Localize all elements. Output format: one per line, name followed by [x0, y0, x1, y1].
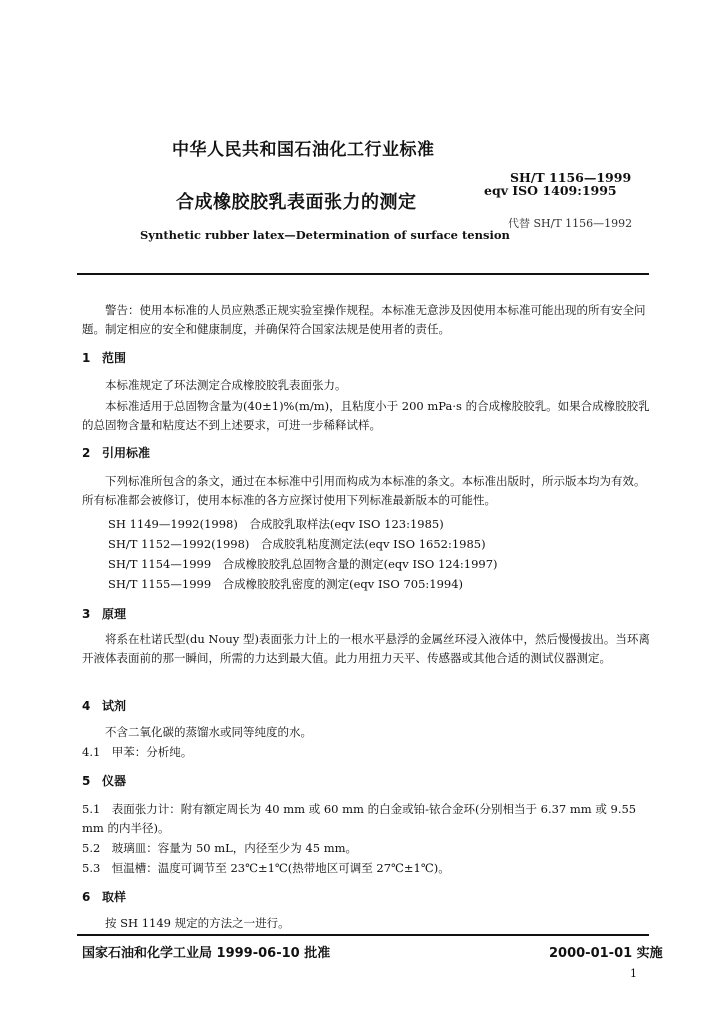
section-3-heading — [82, 605, 126, 622]
section-2-heading — [82, 444, 150, 461]
section-1-heading — [82, 349, 126, 366]
section-title: 试剂 — [102, 699, 127, 713]
bottom-divider — [77, 934, 649, 936]
approval-date: 国家石油和化学工业局 1999-06-10 批准 — [82, 946, 331, 961]
english-title: Synthetic rubber latex—Determination of surface tension — [140, 228, 510, 242]
section-5-heading — [82, 772, 126, 789]
apparatus-item-5-1: 5.1 表面张力计：附有额定周长为 40 mm 或 60 mm 的白金或铂-铱合金环(分别相当于 6.37 mm 或 9.55 mm 的内半径)。 — [82, 802, 637, 835]
section-6-heading — [82, 888, 126, 905]
apparatus-item-5-3: 5.3 恒温槽：温度可调节至 23℃±1℃(热带地区可调至 27℃±1℃)。 — [82, 861, 450, 875]
standard-code: SH/T 1156—1999 — [510, 170, 632, 185]
principle-paragraph: 将系在杜诺氏型(du Nouy 型)表面张力计上的一根水平悬浮的金属丝环浸入液体中，然后慢慢拔出。当环离开液体表面前的那一瞬间，所需的力达到最大值。此力用扭力天平、传感器或其他合适的测试仪器测定。 — [82, 632, 650, 665]
replaces-note: 代替 SH/T 1156—1992 — [508, 217, 633, 230]
document-title: 合成橡胶胶乳表面张力的测定 — [176, 192, 417, 213]
scope-paragraph-2: 本标准适用于总固物含量为(40±1)%(m/m)，且粘度小于 200 mPa·s 的合成橡胶胶乳。如果合成橡胶胶乳的总固物含量和粘度达不到上述要求，可进一步稀释试样。 — [82, 399, 650, 432]
section-title: 引用标准 — [102, 446, 151, 460]
references-intro: 下列标准所包含的条文，通过在本标准中引用而构成为本标准的条文。本标准出版时，所示版本均为有效。所有标准都会被修订，使用本标准的各方应探讨使用下列标准最新版本的可能性。 — [82, 474, 646, 507]
section-number: 6 — [82, 890, 91, 904]
warning-paragraph: 警告：使用本标准的人员应熟悉正规实验室操作规程。本标准无意涉及因使用本标准可能出现的所有安全问题。制定相应的安全和健康制度，并确保符合国家法规是使用者的责任。 — [82, 303, 646, 336]
effective-date: 2000-01-01 实施 — [549, 946, 663, 961]
sampling-paragraph: 按 SH 1149 规定的方法之一进行。 — [105, 916, 290, 930]
section-title: 取样 — [102, 890, 127, 904]
section-title: 仪器 — [102, 774, 127, 788]
reagents-paragraph: 不含二氧化碳的蒸馏水或同等纯度的水。 — [105, 725, 312, 739]
reference-item: SH/T 1152—1992(1998) 合成胶乳粘度测定法(eqv ISO 1652:1985) — [108, 537, 486, 551]
scope-paragraph-1: 本标准规定了环法测定合成橡胶胶乳表面张力。 — [105, 378, 347, 392]
section-number: 5 — [82, 774, 91, 788]
top-divider — [77, 273, 649, 275]
page-number: 1 — [630, 967, 637, 980]
equivalent-standard: eqv ISO 1409:1995 — [484, 183, 617, 198]
section-title: 原理 — [102, 607, 127, 621]
reagent-item-4-1: 4.1 甲苯：分析纯。 — [82, 745, 193, 759]
industry-standard-title: 中华人民共和国石油化工行业标准 — [172, 140, 435, 160]
section-number: 4 — [82, 699, 91, 713]
apparatus-item-5-2: 5.2 玻璃皿：容量为 50 mL，内径至少为 45 mm。 — [82, 841, 358, 855]
reference-item: SH/T 1154—1999 合成橡胶胶乳总固物含量的测定(eqv ISO 124:1997) — [108, 557, 498, 571]
section-number: 2 — [82, 446, 91, 460]
reference-item: SH/T 1155—1999 合成橡胶胶乳密度的测定(eqv ISO 705:1994) — [108, 577, 464, 591]
reference-item: SH 1149—1992(1998) 合成胶乳取样法(eqv ISO 123:1985) — [108, 517, 444, 531]
section-number: 1 — [82, 351, 91, 365]
section-4-heading — [82, 697, 126, 714]
section-number: 3 — [82, 607, 91, 621]
section-title: 范围 — [102, 351, 127, 365]
